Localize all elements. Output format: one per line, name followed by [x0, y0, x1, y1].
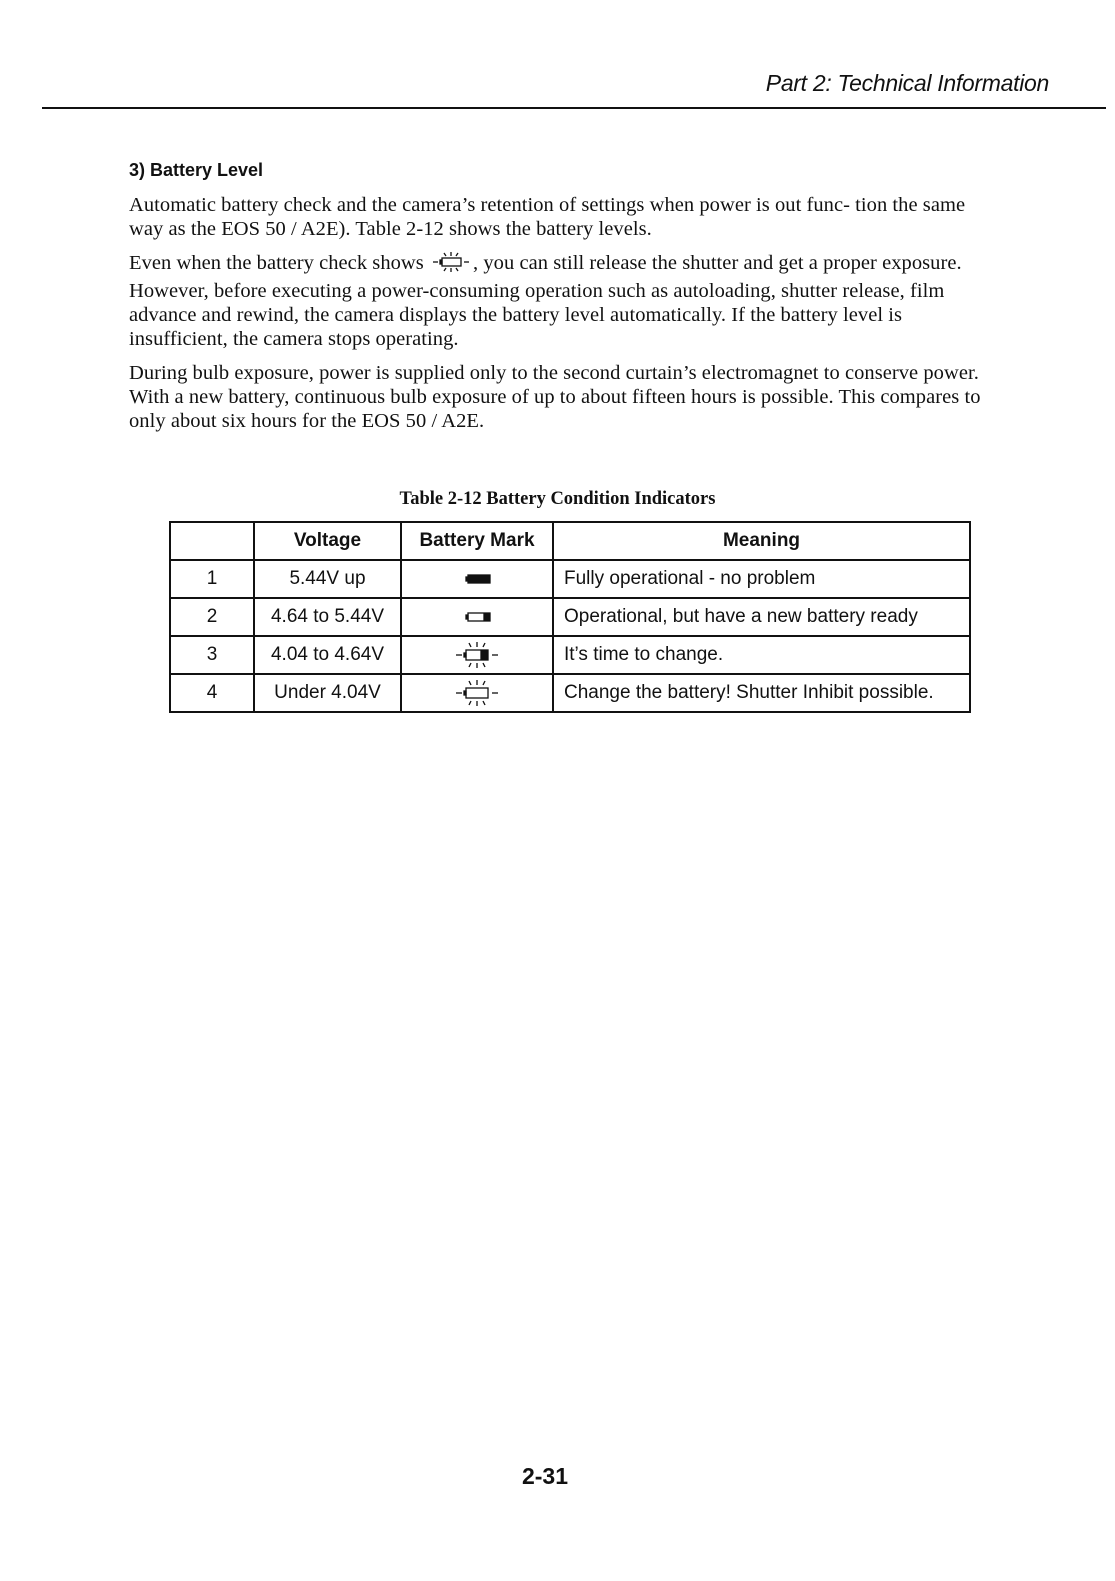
- row-voltage: 4.64 to 5.44V: [254, 598, 401, 636]
- header-rule: [42, 107, 1106, 109]
- battery-condition-table: [169, 521, 971, 713]
- row-meaning: Operational, but have a new battery ready: [553, 598, 970, 636]
- table-caption: Table 2-12 Battery Condition Indicators: [399, 489, 716, 509]
- page-number: 2-31: [521, 1463, 569, 1489]
- battery-partial-icon: [457, 606, 497, 628]
- battery-full-icon: [457, 568, 497, 590]
- row-number: 4: [170, 674, 254, 712]
- paragraph-2-before: Even when the battery check shows: [129, 252, 424, 274]
- table-row: [170, 560, 970, 598]
- row-battery-mark: [401, 598, 553, 636]
- row-number: 3: [170, 636, 254, 674]
- paragraph-3: During bulb exposure, power is supplied only to the second curtain’s electromagnet to conserve power. With a new battery, continuous bulb exposure of up to about fifteen hours is possible. This compares to only about six hours for the EOS 50 / A2E.: [129, 362, 981, 432]
- paragraph-2: [129, 251, 989, 351]
- row-voltage: Under 4.04V: [254, 674, 401, 712]
- row-number: 2: [170, 598, 254, 636]
- row-voltage: 5.44V up: [254, 560, 401, 598]
- battery-empty-blinking-icon: [452, 678, 502, 708]
- header-voltage: Voltage: [254, 522, 401, 560]
- battery-empty-blinking-icon: [431, 251, 471, 279]
- row-battery-mark: [401, 636, 553, 674]
- row-meaning: It’s time to change.: [553, 636, 970, 674]
- header-meaning: Meaning: [553, 522, 970, 560]
- paragraph-1: Automatic battery check and the camera’s retention of settings when power is out func- tion the same way as the EOS 50 / A2E). Table 2-12 shows the battery levels.: [129, 194, 966, 240]
- row-meaning: Fully operational - no problem: [553, 560, 970, 598]
- row-battery-mark: [401, 560, 553, 598]
- paragraph-2-after: , you can still release the shutter and get a proper exposure. However, before executing a power-consuming operation such as autoloading, shutter release, film advance and rewind, the camera displays the battery level automatically. If the battery level is insufficient, the camera stops operating.: [129, 252, 962, 350]
- main-content: [129, 160, 989, 443]
- table-header-row: [170, 522, 970, 560]
- header-battery-mark: Battery Mark: [401, 522, 553, 560]
- table-row: [170, 674, 970, 712]
- row-meaning: Change the battery! Shutter Inhibit possible.: [553, 674, 970, 712]
- battery-low-blinking-icon: [452, 640, 502, 670]
- row-number: 1: [170, 560, 254, 598]
- section-heading: 3) Battery Level: [129, 160, 264, 180]
- header-number: [170, 522, 254, 560]
- table-row: [170, 598, 970, 636]
- row-battery-mark: [401, 674, 553, 712]
- table-row: [170, 636, 970, 674]
- running-header: Part 2: Technical Information: [765, 70, 1049, 96]
- row-voltage: 4.04 to 4.64V: [254, 636, 401, 674]
